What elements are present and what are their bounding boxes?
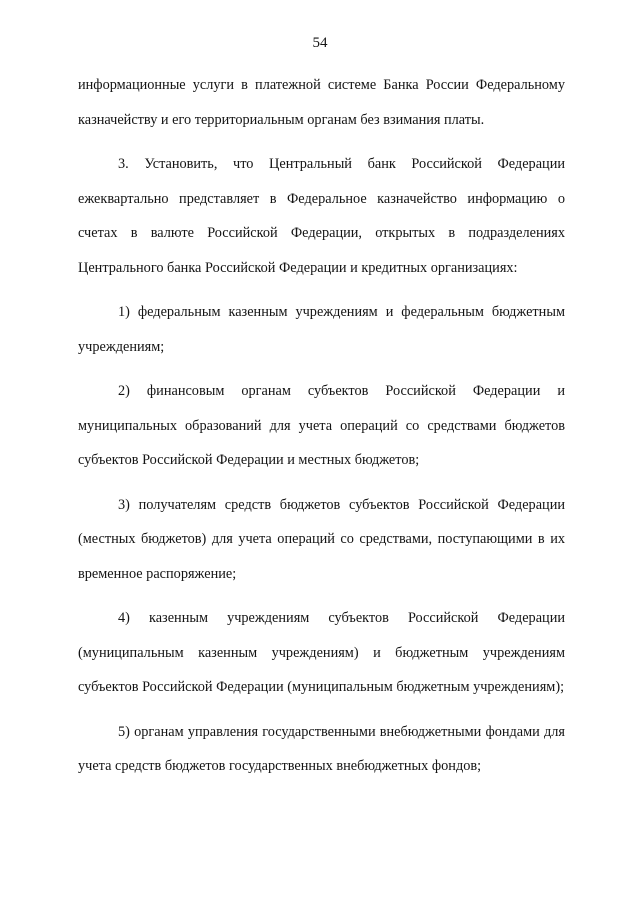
list-item-5: 5) органам управления государственными внебюджетными фондами для учета средств бюджетов государственных внебюджетных фондов; (78, 723, 565, 774)
list-item-3: 3) получателям средств бюджетов субъектов Российской Федерации (местных бюджетов) для учета операций со средствами, поступающими в их временное распоряжение; (78, 496, 565, 582)
list-item-4: 4) казенным учреждениям субъектов Российской Федерации (муниципальным казенным учреждениям) и бюджетным учреждениям субъектов Российской Федерации (муниципальным бюджетным учреждениям); (78, 610, 565, 695)
paragraph-clause-3: 3. Установить, что Центральный банк Российской Федерации ежеквартально представляет в Федеральное казначейство информацию о счетах в валюте Российской Федерации, открытых в подразделениях Центрального банка Российской Федерации и кредитных организациях: (78, 156, 565, 276)
document-body (78, 68, 565, 794)
page-number: 54 (312, 35, 328, 51)
list-item-1: 1) федеральным казенным учреждениям и федеральным бюджетным учреждениям; (78, 304, 565, 355)
list-item-2: 2) финансовым органам субъектов Российской Федерации и муниципальных образований для учета операций со средствами бюджетов субъектов Российской Федерации и местных бюджетов; (78, 383, 565, 468)
paragraph-continuation: информационные услуги в платежной системе Банка России Федеральному казначейству и его территориальным органам без взимания платы. (78, 77, 565, 128)
